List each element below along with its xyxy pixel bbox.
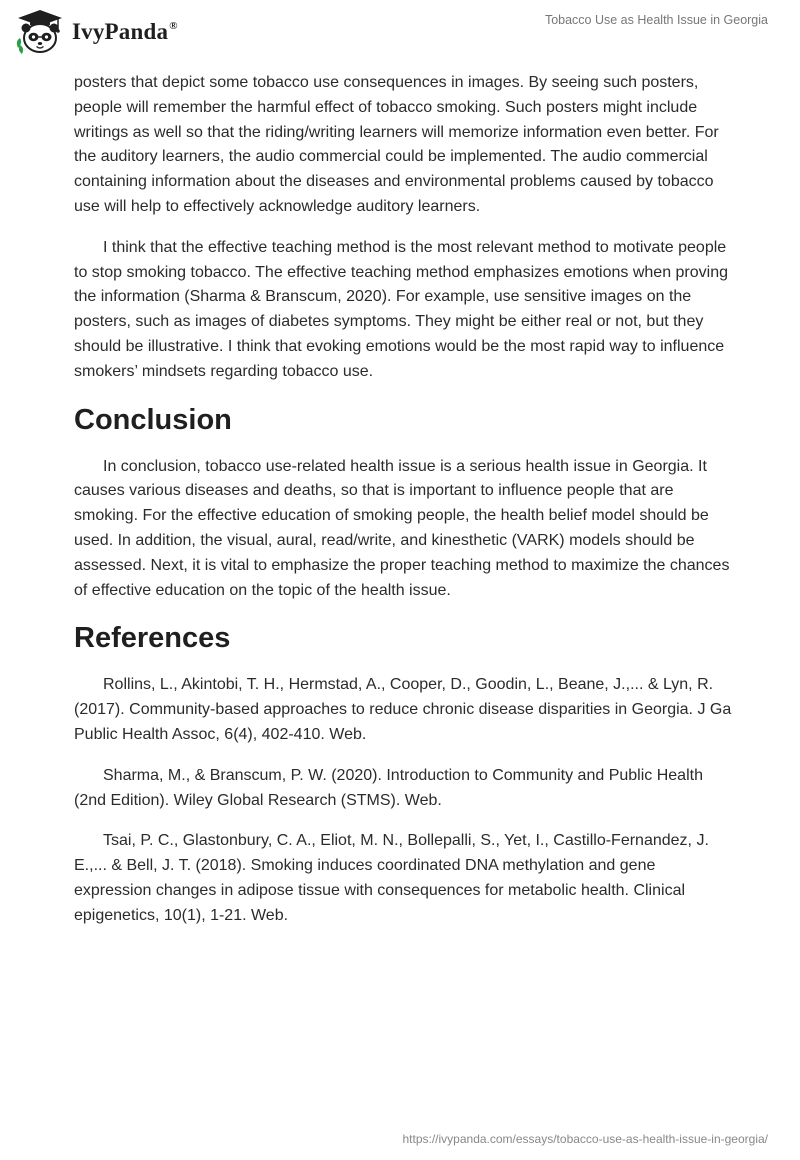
page-header xyxy=(0,0,800,70)
document-title: Tobacco Use as Health Issue in Georgia xyxy=(544,13,768,27)
conclusion-paragraph: In conclusion, tobacco use-related health issue is a serious health issue in Georgia. It causes various diseases and deaths, so that is important to influence people that are smoking. For the effective education of smoking people, the health belief model should be used. In addition, the visual, aural, read/write, and kinesthetic (VARK) models should be assessed. Next, it is vital to emphasize the proper teaching method to maximize the chances of effective education on the topic of the health issue. xyxy=(74,457,730,599)
panda-mascot-icon xyxy=(14,8,66,56)
reference-item: Sharma, M., & Branscum, P. W. (2020). Introduction to Community and Public Health (2nd Edition). Wiley Global Research (STMS). Web. xyxy=(74,766,703,809)
registered-mark: ® xyxy=(169,20,178,32)
brand-text: IvyPanda xyxy=(72,19,169,44)
conclusion-heading: Conclusion xyxy=(74,403,232,436)
ivypanda-logo[interactable] xyxy=(14,8,178,56)
paragraph-continued: posters that depict some tobacco use consequences in images. By seeing such posters, people will remember the harmful effect of tobacco smoking. Such posters might include writings as well so that the riding/writing learners will memorize information even better. For the auditory learners, the audio commercial could be implemented. The audio commercial containing information about the diseases and environmental problems caused by tobacco use will help to effectively acknowledge auditory learners. xyxy=(74,74,719,215)
essay-content xyxy=(74,71,734,945)
references-list xyxy=(74,673,734,928)
reference-item: Rollins, L., Akintobi, T. H., Hermstad, A., Cooper, D., Goodin, L., Beane, J.,... & Lyn, R. (2017). Community-based approaches to reduce chronic disease disparities in Georgia. J Ga Public Health Assoc, 6(4), 402-410. Web. xyxy=(74,676,732,743)
brand-name xyxy=(72,19,178,45)
reference-item: Tsai, P. C., Glastonbury, C. A., Eliot, M. N., Bollepalli, S., Yet, I., Castillo-Fernandez, J. E.,... & Bell, J. T. (2018). Smoking induces coordinated DNA methylation and gene expression changes in adipose tissue with consequences for metabolic health. Clinical epigenetics, 10(1), 1-21. Web. xyxy=(74,832,709,924)
paragraph-teaching-method: I think that the effective teaching method is the most relevant method to motivate people to stop smoking tobacco. The effective teaching method emphasizes emotions when proving the information (Sharma & Branscum, 2020). For example, use sensitive images on the posters, such as images of diabetes symptoms. They might be either real or not, but they should be illustrative. I think that evoking emotions would be the most rapid way to influence smokers’ mindsets regarding tobacco use. xyxy=(74,238,729,380)
references-heading: References xyxy=(74,622,231,655)
source-url-link[interactable]: https://ivypanda.com/essays/tobacco-use-as-health-issue-in-georgia/ xyxy=(402,1132,768,1146)
